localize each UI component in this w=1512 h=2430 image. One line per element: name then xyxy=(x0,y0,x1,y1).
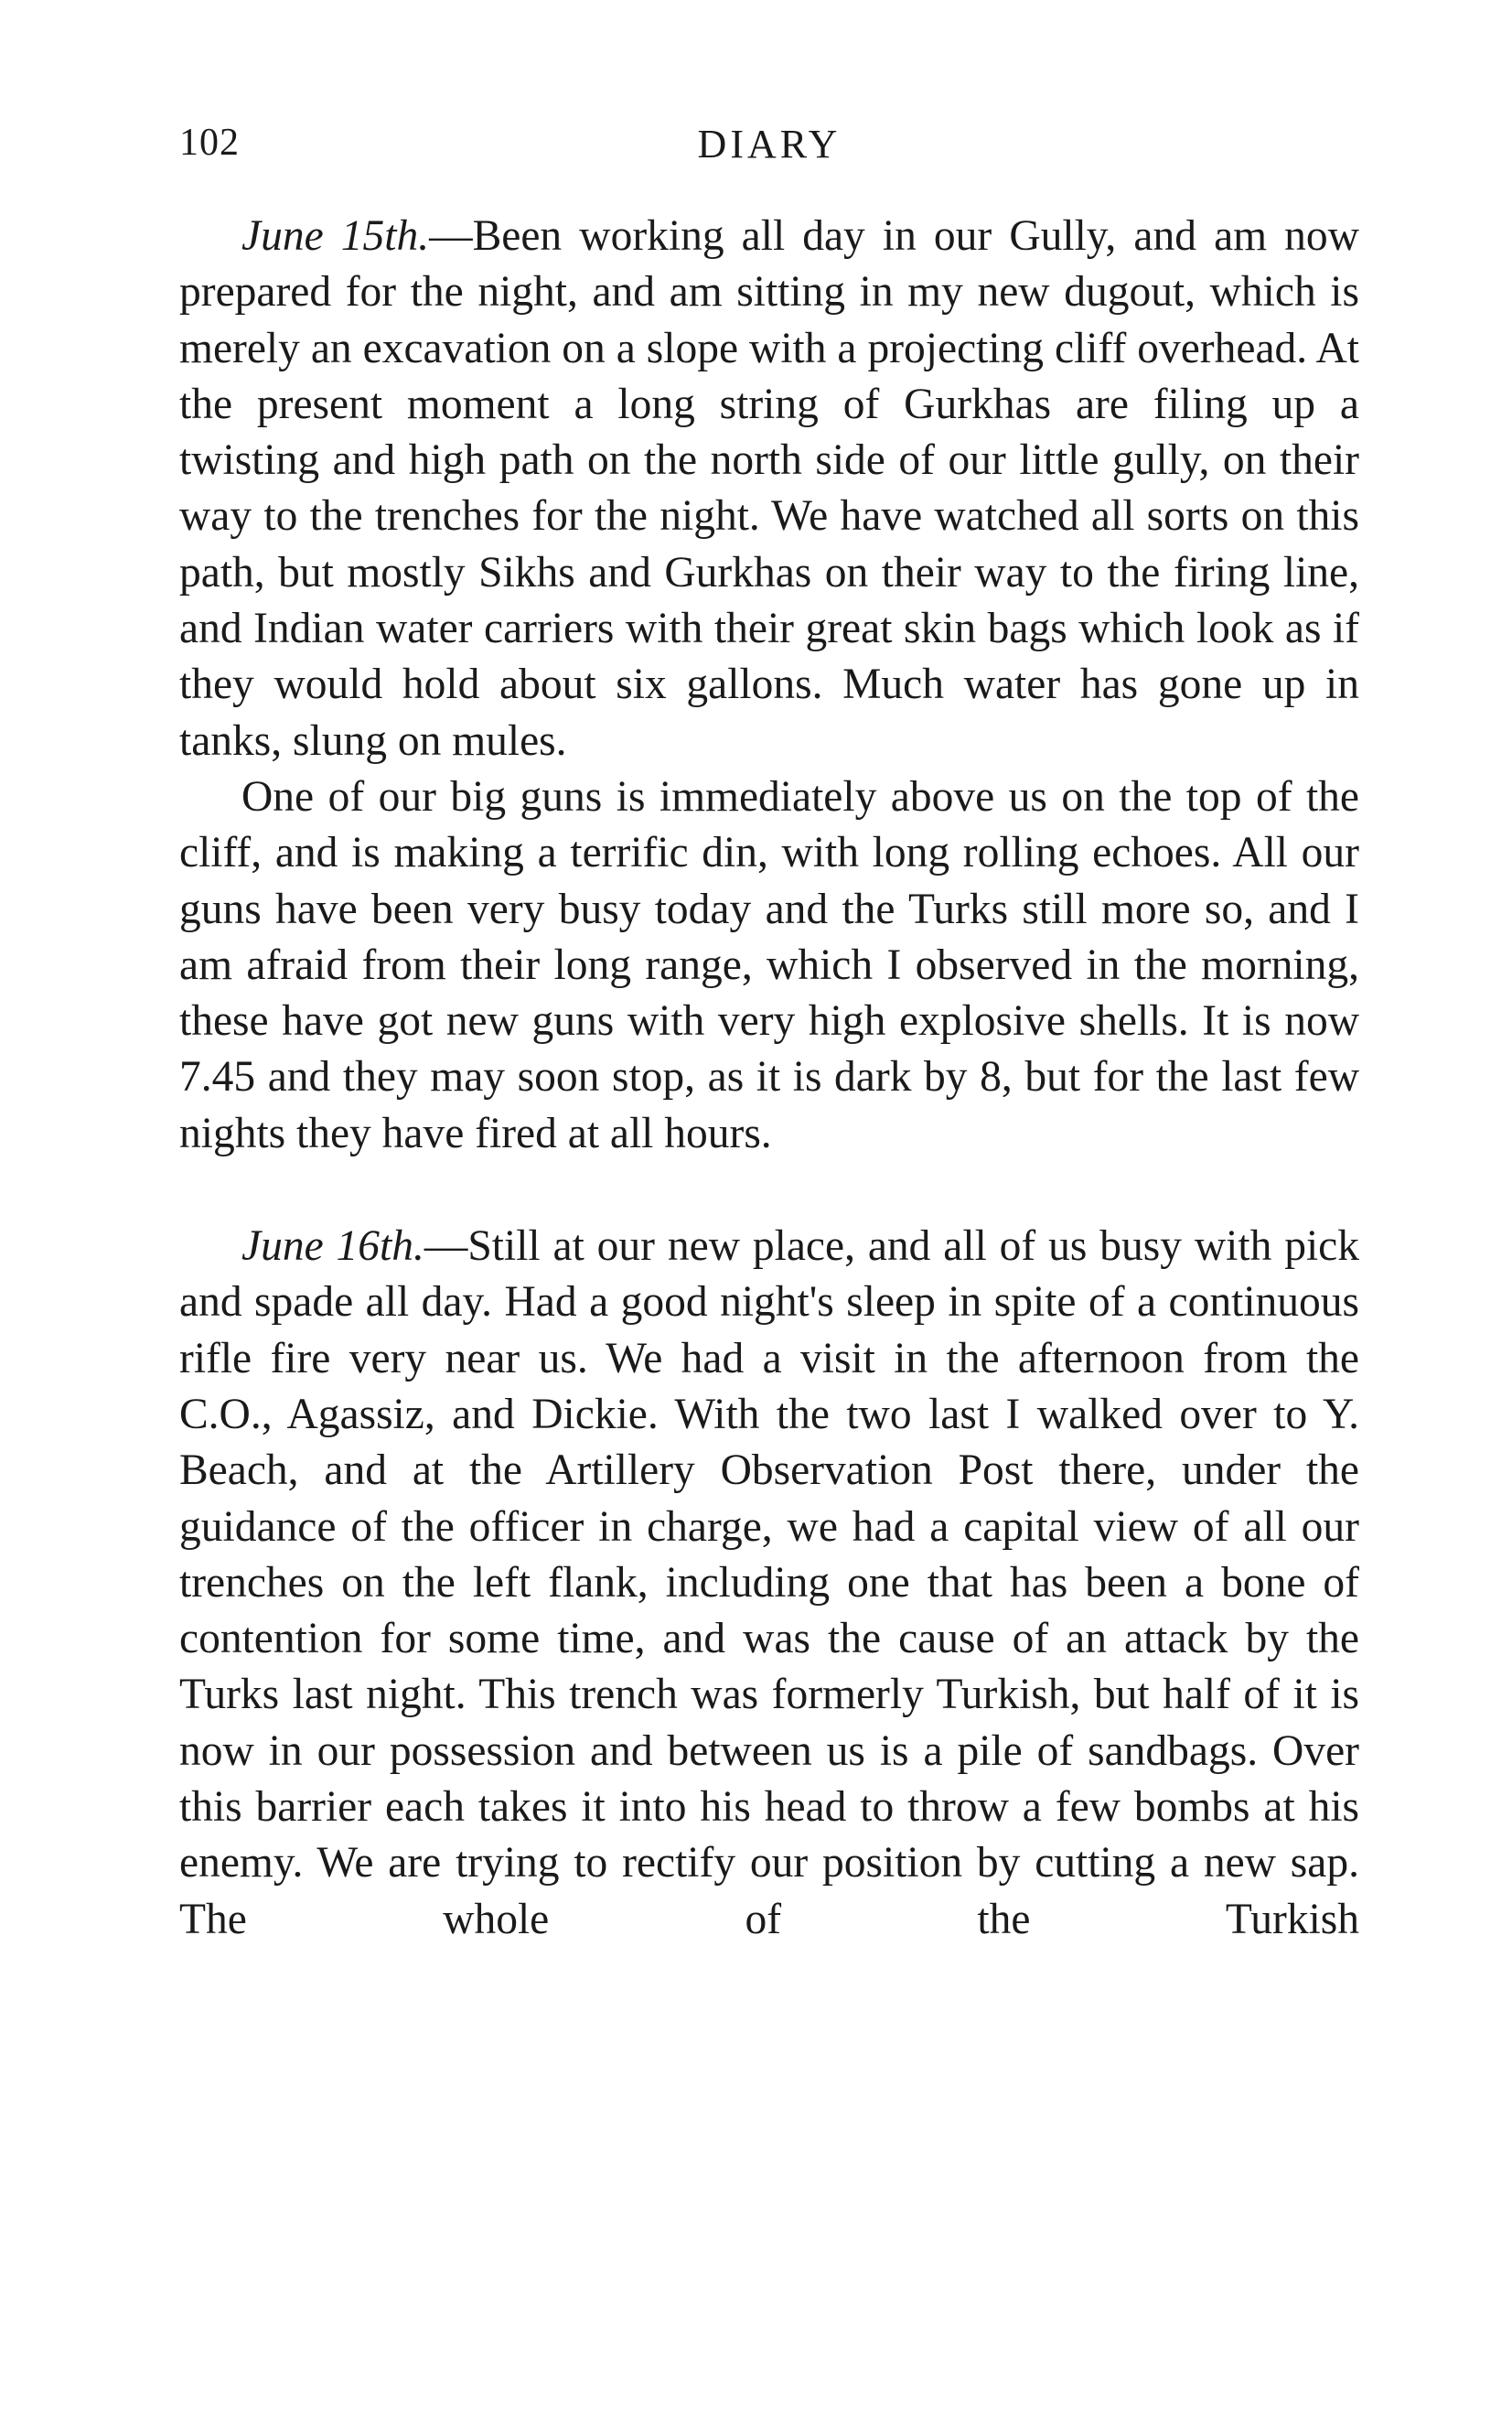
page-header xyxy=(179,121,1359,176)
entry-date: June 16th. xyxy=(241,1222,424,1271)
diary-entry-june-15 xyxy=(179,209,1359,1162)
page-number: 102 xyxy=(179,122,240,164)
paragraph-text: —Been working all day in our Gully, and am now prepared for the night, and am sitting in my new dugout, which is merely an excavation on a slope with a projecting cliff overhead. At the present moment a long string of Gurkhas are filing up a twisting and high path on the north side of our little gully, on their way to the trenches for the night. We have watched all sorts on this path, but mostly Sikhs and Gurkhas on their way to the firing line, and Indian water carriers with their great skin bags which look as if they would hold about six gallons. Much water has gone up in tanks, slung on mules. xyxy=(179,212,1359,765)
entry-separator xyxy=(179,1162,1359,1219)
running-head: DIARY xyxy=(697,122,842,167)
diary-entry-june-16 xyxy=(179,1219,1359,1948)
paragraph xyxy=(179,209,1359,769)
body-text xyxy=(179,209,1359,1948)
paragraph-text: One of our big guns is immediately above us on the top of the cliff, and is making a terrific din, with long rolling echoes. All our guns have been very busy today and the Turks still more so, and I am afraid from their long range, which I observed in the morning, these have got new guns with very high explosive shells. It is now 7.45 and they may soon stop, as it is dark by 8, but for the last few nights they have fired at all hours. xyxy=(179,772,1359,1157)
paragraph xyxy=(179,769,1359,1162)
paragraph xyxy=(179,1219,1359,1948)
entry-date: June 15th. xyxy=(241,212,430,260)
paragraph-text: —Still at our new place, and all of us busy with pick and spade all day. Had a good night's sleep in spite of a continuous rifle fire very near us. We had a visit in the afternoon from the C.O., Agassiz, and Dickie. With the two last I walked over to Y. Beach, and at the Artillery Observation Post there, under the guidance of the officer in charge, we had a capital view of all our trenches on the left flank, including one that has been a bone of contention for some time, and was the cause of an attack by the Turks last night. This trench was formerly Turkish, but half of it is now in our possession and between us is a pile of sandbags. Over this barrier each takes it into his head to throw a few bombs at his enemy. We are trying to rectify our position by cutting a new sap. The whole of the Turkish xyxy=(179,1222,1359,1943)
